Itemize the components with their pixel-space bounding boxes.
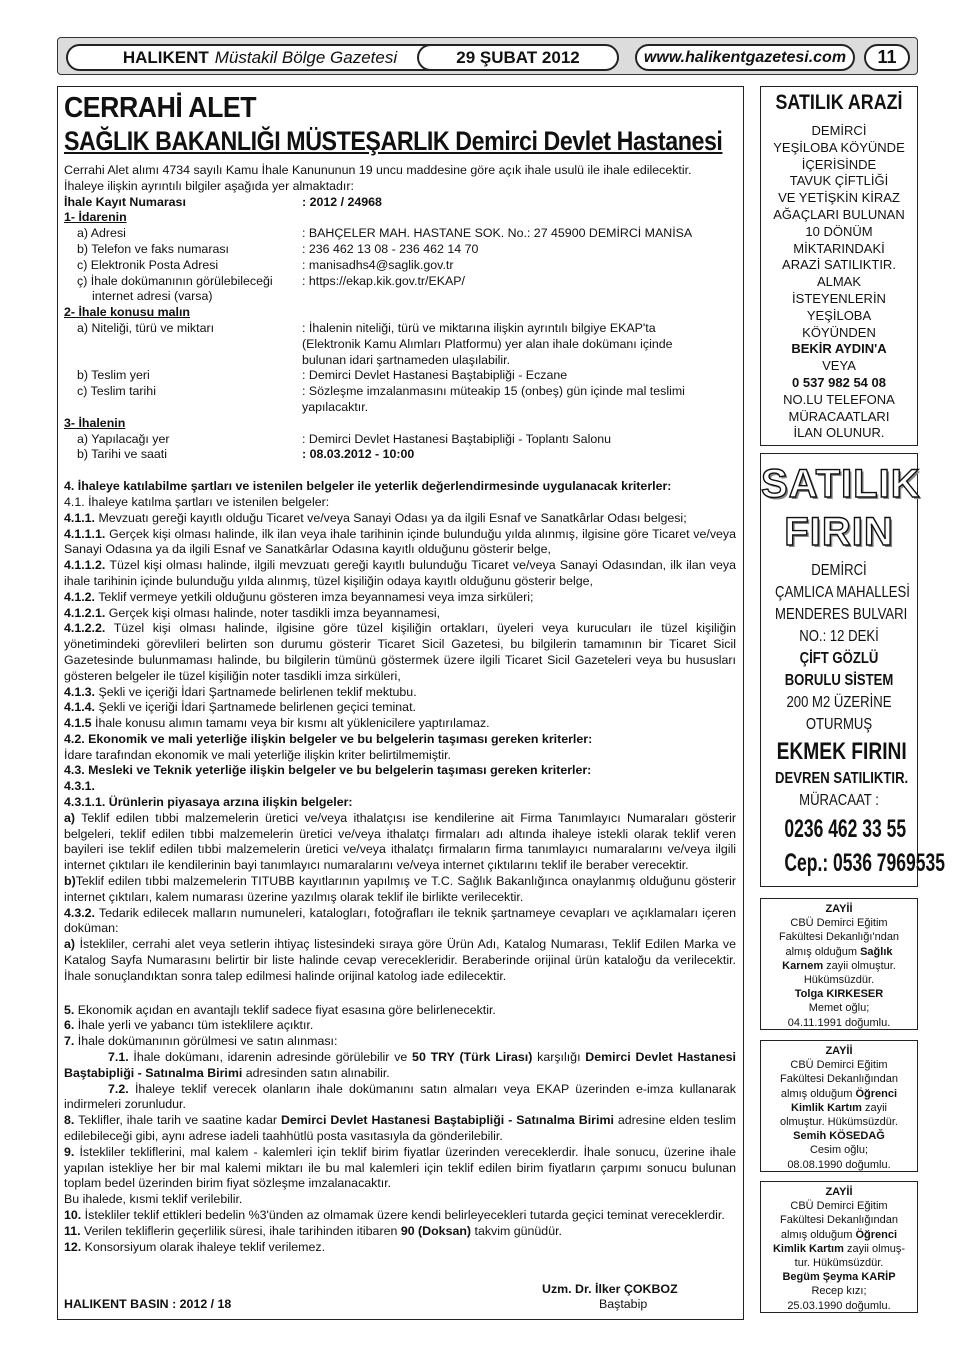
text-run: 4.1.2.2. [64, 621, 106, 636]
text-run: 50 TRY (Türk Lirası) [412, 1050, 533, 1065]
field-label: c) Elektronik Posta Adresi [77, 257, 219, 272]
ad-line: YEŞİLOBA KÖYÜNDE [773, 139, 905, 155]
contact-mobile: Cep.: 0536 7969535 [784, 849, 945, 877]
field-value: : BAHÇELER MAH. HASTANE SOK. No.: 27 45900 DEMİRCİ MANİSA [302, 226, 693, 241]
notice-line: Memet oğlu; [808, 1002, 870, 1015]
page-number: 11 [864, 44, 910, 71]
field-label [77, 400, 302, 416]
ad-line: OTURMUŞ [805, 716, 873, 733]
field-label: c) Teslim tarihi [77, 384, 156, 399]
text-run: 7.2. [108, 1081, 129, 1096]
ad-line: ALMAK [816, 274, 862, 290]
text-run: Demirci Devlet Hastanesi Baştabipliği - Satınalma Birimi [64, 1050, 736, 1080]
ad-line: ÇAMLICA MAHALLESİ [775, 584, 910, 601]
ad-line: TAVUK ÇİFTLİĞİ [789, 173, 889, 189]
land-sale-ad [760, 86, 918, 446]
text-run: Mevzuatı gereği kayıtlı olduğu Ticaret ve/veya Sanayi Odası ya da ilgili Esnaf ve Sanatkârlar Odası belgesi; [95, 510, 687, 525]
paragraph [64, 1050, 736, 1082]
text-run: a) [64, 810, 76, 825]
text-run: a) [64, 937, 76, 952]
signer-name: Uzm. Dr. İlker ÇOKBOZ [542, 1282, 678, 1296]
text-run: adresinden satın alınabilir. [242, 1065, 390, 1080]
ad-line: BORULU SİSTEM [784, 672, 894, 689]
registration-value: : 2012 / 24968 [302, 194, 382, 209]
ad-line: YEŞİLOBA [806, 307, 872, 323]
text-run: 6. [64, 1018, 75, 1033]
paragraph [64, 1113, 736, 1145]
field-row [64, 242, 736, 258]
notice-line: CBÜ Demirci Eğitim [790, 1200, 888, 1213]
field-value: bulunan idari şartnameden ulaşılabilir. [302, 352, 511, 367]
field-value: yapılacaktır. [302, 399, 369, 414]
field-value: (Elektronik Kamu Alımları Platformu) yer alan ihale dokümanı içinde [302, 336, 673, 351]
paragraph [64, 1145, 736, 1192]
paragraph [64, 685, 736, 701]
text-run: Tüzel kişi olması halinde, ilgisine göre tüzel kişiliğin ortakları, üyeleri veya kurucuları ile tüzel kişiliğin yönetimindeki görevlileri belirten son durumu gösterir Ticaret Sicil Gazetesi, bu bilgilerin tamamının bir Ticaret Sicil Gazetesinde bulunmaması halinde, bu bilgilerin tümünü göstermek üzere ilgili Ticaret Sicil Gazeteleri veya bu hususları gösteren belgeler ile tüzel kişiliğin noter tasdikli imza sirküleri, [64, 621, 736, 683]
text-run: Karnem [782, 959, 824, 972]
ad-line: DEVREN SATILIKTIR. [775, 770, 909, 787]
text-run: adresine elden teslim edilebileceği gibi, aynı adrese iadeli taahhütlü posta vasıtasıyla da gönderilebilir. [64, 1113, 736, 1144]
text-run: Gerçek kişi olması halinde, ilk ilan veya ihale tarihinin içinde bulunduğu yılda alınmış, ilgisine göre Ticaret ve/veya Sanayi Odasına ya da ilgili Esnaf ve Sanatkârlar Odasına kayıtlı olduğunu gösterir belge, [64, 526, 736, 557]
paragraph [64, 811, 736, 874]
text-run: İhale yerli ve yabancı tüm isteklilere açıktır. [74, 1018, 314, 1033]
owner-name: Semih KÖSEDAĞ [793, 1130, 885, 1143]
text-run: zayii [861, 1101, 887, 1114]
notice-line [761, 1087, 917, 1101]
field-label [77, 337, 302, 353]
paragraph-heading: 4.3. Mesleki ve Teknik yeterliğe ilişkin belgeler ve bu belgelerin taşıması gereken kriterler: [64, 763, 592, 778]
text-run: b) [64, 874, 76, 889]
ad-line: DEMİRCİ [811, 562, 867, 579]
field-row [64, 447, 736, 463]
field-row [64, 274, 736, 290]
ad-line: MİKTARINDAKİ [793, 240, 885, 256]
field-label: ç) İhale dokümanının görülebileceği [77, 273, 273, 288]
text-run: Gerçek kişi olması halinde, noter tasdikli imza beyannamesi, [105, 605, 441, 620]
signer-title: Baştabip [599, 1297, 648, 1311]
ad-line: MENDERES BULVARI [775, 606, 908, 623]
notice-line: 04.11.1991 doğumlu. [787, 1016, 891, 1029]
text-run: 4.1.2.1. [64, 605, 106, 620]
ad-line: NO.LU TELEFONA [783, 391, 895, 407]
paper-subtitle: Müstakil Bölge Gazetesi [214, 47, 398, 67]
text-run: karşılığı [532, 1050, 586, 1065]
field-row [64, 321, 736, 337]
text-run: Öğrenci [855, 1087, 898, 1100]
text-run: almış olduğum [780, 1087, 856, 1100]
paragraph [64, 874, 736, 906]
lost-notice [760, 898, 918, 1030]
registration-row [64, 195, 736, 211]
paper-name-pill [66, 44, 454, 71]
paragraph [64, 1224, 736, 1240]
text-run: Teklifler, ihale tarih ve saatine kadar [74, 1113, 281, 1128]
text-run: 7. [64, 1034, 75, 1049]
text-run: İstekliler, cerrahi alet veya setlerin ihtiyaç listesindeki sıraya göre Ürün Adı, Katalog Numarası, Teklif Edilen Marka ve Katalog Sayfa Numarasını belirtir bir liste halinde cevap verecekleridir. Beraberinde orijinal ürün kataloğu da verilecektir. İhale sonuçlandıktan sonra talep edilmesi halinde orijinal katolog iade edilecektir. [64, 937, 736, 983]
field-label [77, 353, 302, 369]
paragraph [64, 1082, 736, 1114]
text-run: Ekonomik açıdan en avantajlı teklif sadece fiyat esasına göre belirlenecektir. [74, 1002, 496, 1017]
lost-notice [760, 1181, 918, 1313]
notice-line: Hükümsüzdür. [803, 974, 875, 987]
notice-line [761, 945, 917, 959]
text-run: İstekliler teklif ettikleri bedelin %3'ünden az olmamak üzere kendi belirleyecekleri tutarda geçici teminat vereceklerdir. [81, 1208, 725, 1222]
field-row [64, 400, 736, 416]
paper-name: HALIKENT [122, 47, 209, 67]
section-heading: 1- İdarenin [64, 210, 127, 225]
registration-label: İhale Kayıt Numarası [64, 194, 186, 209]
field-label: b) Teslim yeri [77, 368, 150, 383]
notice-title: CERRAHİ ALET [64, 92, 257, 124]
text-run: 4.1.5 [64, 716, 92, 731]
field-value: : Demirci Devlet Hastanesi Baştabipliği - Eczane [302, 368, 568, 383]
paragraph [64, 1018, 736, 1034]
paragraph [64, 1034, 736, 1050]
text-run: 9. [64, 1144, 75, 1159]
field-label: b) Tarihi ve saati [77, 447, 167, 462]
paragraph [64, 606, 736, 622]
field-value: : Demirci Devlet Hastanesi Baştabipliği - Toplantı Salonu [302, 431, 611, 446]
text-run: 4.1.4. [64, 700, 96, 715]
text-run: Konsorsiyum olarak ihaleye teklif verilemez. [81, 1239, 326, 1254]
field-value: : manisadhs4@saglik.gov.tr [302, 257, 454, 272]
notice-line: CBÜ Demirci Eğitim [790, 917, 888, 930]
field-label: a) Adresi [77, 226, 126, 241]
ad-line: VEYA [822, 358, 856, 374]
field-value: : https://ekap.kik.gov.tr/EKAP/ [302, 273, 465, 288]
paragraph [64, 511, 736, 527]
field-label: a) Yapılacağı yer [77, 431, 170, 446]
text-run: Kimlik Kartım [772, 1242, 844, 1255]
notice-line [761, 959, 917, 973]
section-note: internet adresi (varsa) [92, 289, 213, 304]
field-value: : 08.03.2012 - 10:00 [302, 447, 415, 462]
paragraph [64, 937, 736, 984]
bakery-sale-ad [760, 453, 945, 887]
ad-line: EKMEK FIRINI [776, 738, 907, 765]
ad-line: AĞAÇLARI BULUNAN [773, 206, 905, 222]
field-label: a) Niteliği, türü ve miktarı [77, 320, 215, 335]
text-run: 7.1. [108, 1050, 129, 1065]
paragraph [64, 716, 736, 732]
ad-line: ARAZİ SATILIKTIR. [782, 257, 896, 273]
text-run: Öğrenci [855, 1228, 898, 1241]
text-run: Şekli ve içeriği İdari Şartnamede belirlenen geçici teminat. [95, 700, 416, 715]
notice-line: Cesim oğlu; [809, 1144, 869, 1157]
text-run: 90 (Doksan) [400, 1223, 472, 1238]
paragraph: 4.1. İhaleye katılma şartları ve istenilen belgeler: [64, 494, 330, 509]
notice-line [761, 1242, 917, 1256]
ad-line: MÜRACAAT : [799, 792, 879, 809]
text-run: 12. [64, 1239, 82, 1254]
notice-line: Recep kızı; [811, 1285, 867, 1298]
paragraph-heading: 4.3.1. [64, 779, 96, 794]
section-heading: 3- İhalenin [64, 415, 126, 430]
field-row [64, 353, 736, 369]
paragraph [64, 590, 736, 606]
notice-line [761, 1101, 917, 1115]
bakery-ad-title-2: FIRIN [784, 510, 894, 554]
notice-line: 08.08.1990 doğumlu. [787, 1158, 891, 1171]
text-run: 4.1.1.2. [64, 558, 106, 573]
notice-line [761, 1228, 917, 1242]
paragraph [64, 621, 736, 684]
owner-name: Tolga KIRKESER [794, 988, 884, 1001]
paragraph [64, 527, 736, 559]
notice-line: Fakültesi Dekanlığından [779, 1214, 898, 1227]
text-run: Verilen tekliflerin geçerlilik süresi, ihale tarihinden itibaren [80, 1223, 401, 1238]
ad-line: DEMİRCİ [811, 123, 867, 138]
paragraph [64, 1240, 736, 1256]
ad-line: ÇİFT GÖZLÜ [799, 650, 879, 667]
text-run: Şekli ve içeriği İdari Şartnamede belirlenen teklif mektubu. [95, 684, 417, 699]
lost-notice-title: ZAYİİ [825, 1186, 853, 1198]
land-ad-title: SATILIK ARAZİ [775, 91, 903, 114]
intro-text: Cerrahi Alet alımı 4734 sayılı Kamu İhale Kanununun 19 uncu maddesine göre açık ihale usulü ile ihale edilecektir. [64, 163, 692, 177]
text-run: almış olduğum [785, 945, 861, 958]
text-run: 10. [64, 1208, 82, 1222]
text-run: İhale dokümanının görülmesi ve satın alınması: [74, 1034, 338, 1049]
text-run: İhaleye teklif verecek olanların ihale dokümanını satın almaları veya EKAP üzerinden e-imza kullanarak indirmeleri zorunludur. [64, 1081, 736, 1112]
text-run: İstekliler tekliflerini, mal kalem - kalemleri için teklif birim fiyatlar üzerinden vereceklerdir. İhale sonucu, üzerine ihale yapılan istekliye her bir mal kalemi miktarı ile bu mal kalemleri için teklif edilen birim fiyatların çarpımı sonucu bulunan toplam bedel üzerinden birim fiyat sözleşme imzalanacaktır. [64, 1144, 736, 1191]
text-run: zayii olmuş- [843, 1242, 906, 1255]
text-run: takvim günüdür. [471, 1223, 562, 1238]
website-link[interactable]: www.halikentgazetesi.com [635, 44, 855, 71]
text-run: Teklif edilen tıbbi malzemelerin TITUBB kayıtlarının yapılmış ve T.C. Sağlık Bakanlığınca onaylanmış olduğunu gösterir internet çıktıları, kalem numarası üzerine yazılmış olarak teklif ile birlikte verilecektir. [64, 874, 736, 904]
lost-notice-title: ZAYİİ [825, 903, 853, 915]
text-run: 4.3.2. [64, 905, 96, 920]
ad-line: NO.: 12 DEKİ [799, 628, 879, 645]
owner-name: Begüm Şeyma KARİP [782, 1271, 896, 1284]
paragraph [64, 558, 736, 590]
text-run: 8. [64, 1113, 75, 1128]
intro-text-2: İhaleye ilişkin ayrıntılı bilgiler aşağıda yer almaktadır: [64, 178, 354, 193]
ad-line: KÖYÜNDEN [802, 324, 876, 340]
ad-line: VE YETİŞKİN KİRAZ [778, 190, 900, 206]
paragraph [64, 1208, 736, 1224]
field-row [64, 384, 736, 400]
contact-phone: 0 537 982 54 08 [792, 374, 886, 390]
ad-line: İSTEYENLERİN [792, 290, 886, 306]
ad-line: MÜRACAATLARI [788, 408, 890, 424]
paragraph [64, 906, 736, 938]
text-run: 4.1.1.1. [64, 526, 106, 541]
text-run: 4.1.2. [64, 589, 96, 604]
field-row [64, 226, 736, 242]
ad-line: İÇERİSİNDE [801, 156, 877, 172]
lost-notice-title: ZAYİİ [825, 1045, 853, 1057]
notice-institution: SAĞLIK BAKANLIĞI MÜSTEŞARLIK Demirci Devlet Hastanesi [64, 126, 723, 156]
field-row [64, 258, 736, 274]
text-run: Demirci Devlet Hastanesi Baştabipliği - Satınalma Birimi [280, 1113, 614, 1128]
field-row [64, 432, 736, 448]
text-run: Sağlık [860, 945, 893, 958]
notice-line: Fakültesi Dekanlığı'ndan [778, 931, 900, 944]
text-run: 4.1.1. [64, 510, 96, 525]
contact-phone: 0236 462 33 55 [784, 815, 907, 843]
text-run: 5. [64, 1002, 75, 1017]
field-row [64, 368, 736, 384]
paragraph: Bu ihalede, kısmi teklif verilebilir. [64, 1192, 243, 1207]
field-value: : Sözleşme imzalanmasını müteakip 15 (onbeş) gün içinde mal teslimi [302, 384, 685, 399]
section-heading: 2- İhale konusu malın [64, 305, 190, 320]
text-run: Tüzel kişi olması halinde, ilgili mevzuatı gereği kayıtlı bulunduğu Ticaret ve/veya Sanayi Odasından, ilk ilan veya ihale tarihinin içinde bulunduğu yılda alınmış, tüzel kişiliğin odaya kayıtlı olduğunu gösterir belge, [64, 558, 736, 588]
ad-line: 200 M2 ÜZERİNE [786, 694, 892, 711]
text-run: Kimlik Kartım [791, 1101, 862, 1114]
field-row [64, 337, 736, 353]
field-label: b) Telefon ve faks numarası [77, 241, 229, 256]
notice-line: CBÜ Demirci Eğitim [790, 1059, 888, 1072]
text-run: zayii olmuştur. [823, 959, 896, 972]
masthead-bar [57, 37, 918, 75]
text-run: Tedarik edilecek malların numuneleri, katalogları, fotoğrafları ile teknik şartnameye cevapları ve açıklamaları içeren doküman: [64, 905, 736, 936]
notice-line: Fakültesi Dekanlığından [779, 1073, 898, 1086]
issue-date: 29 ŞUBAT 2012 [417, 44, 619, 71]
ad-line: 10 DÖNÜM [805, 223, 873, 239]
notice-line: tur. Hükümsüzdür. [794, 1257, 884, 1270]
text-run: 4.1.3. [64, 684, 96, 699]
text-run: almış olduğum [780, 1228, 856, 1241]
tender-notice [57, 86, 744, 1320]
text-run: Teklif vermeye yetkili olduğunu gösteren imza beyannamesi veya imza sirküleri; [95, 589, 534, 604]
text-run: İhale konusu alımın tamamı veya bir kısmı alt yüklenicilere yaptırılamaz. [91, 716, 490, 731]
paragraph-heading: 4.3.1.1. Ürünlerin piyasaya arzına ilişkin belgeler: [64, 795, 353, 810]
paragraph [64, 1003, 736, 1019]
paragraph: İdare tarafından ekonomik ve mali yeterliğe ilişkin kriter belirtilmemiştir. [64, 747, 452, 762]
notice-line: olmuştur. Hükümsüzdür. [780, 1116, 898, 1129]
notice-line: 25.03.1990 doğumlu. [787, 1299, 891, 1312]
ad-line: İLAN OLUNUR. [793, 425, 885, 441]
field-value: : İhalenin niteliği, türü ve miktarına ilişkin ayrıntılı bilgiye EKAP'ta [302, 320, 656, 335]
text-run: 11. [64, 1223, 81, 1238]
bakery-ad-title: SATILIK [761, 462, 921, 506]
press-code: HALIKENT BASIN : 2012 / 18 [64, 1297, 232, 1311]
paragraph-heading: 4. İhaleye katılabilme şartları ve istenilen belgeler ile yeterlik değerlendirmesinde uygulanacak kriterler: [64, 479, 672, 494]
text-run: Teklif edilen tıbbi malzemelerin üretici ve/veya ithalatçısı ise kendilerine ait Firma Tanımlayıcı Numaraları gösterir belgeleri, teklif edilen tıbbi malzemelerin üretici ve/veya ithalatçı firmaları adı altında ihaleye istekli olarak teklif veren bayileri ise teklif edilen tıbbi malzemelerin üretici ve/veya ithalatçı firmaların firma tanımlayıcı numaralarını ve/veya ilgili internet çıktıları ile kendilerinin bayi tanımlayıcı numaralarını ve/veya internet çıktılarını teklif ile beraber verecektir. [64, 810, 736, 873]
contact-name: BEKİR AYDIN'A [791, 341, 887, 357]
text-run: İhale dokümanı, idarenin adresinde görülebilir ve [128, 1050, 413, 1065]
paragraph-heading: 4.2. Ekonomik ve mali yeterliğe ilişkin belgeler ve bu belgelerin taşıması gereken kriterler: [64, 731, 593, 746]
lost-notice [760, 1040, 918, 1172]
field-value: : 236 462 13 08 - 236 462 14 70 [302, 241, 479, 256]
paragraph [64, 700, 736, 716]
